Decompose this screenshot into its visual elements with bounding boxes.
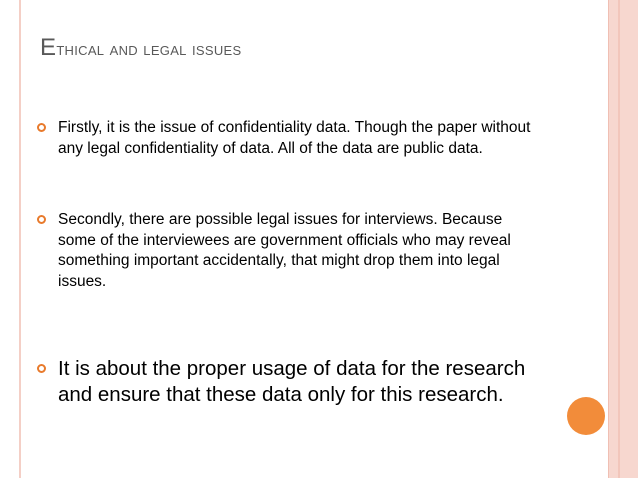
title-rest: thical and legal issues — [56, 39, 242, 59]
bullet-item — [37, 210, 538, 292]
right-decorative-bar — [608, 0, 638, 478]
left-decorative-line — [19, 0, 21, 478]
bullet-text: Firstly, it is the issue of confidentiality data. Though the paper without any legal confidentiality of data. All of the data are public data. — [58, 119, 531, 157]
bullet-text: Secondly, there are possible legal issues for interviews. Because some of the interviewees are government officials who may reveal something important accidentally, that might drop them into legal issues. — [58, 211, 511, 290]
right-decorative-line — [618, 0, 620, 478]
orange-circle-decoration — [567, 397, 605, 435]
bullet-circle-icon — [37, 215, 46, 224]
bullet-item — [37, 118, 538, 159]
slide-title — [40, 34, 242, 62]
bullet-item — [37, 356, 548, 408]
title-first-letter: E — [40, 34, 57, 61]
bullet-circle-icon — [37, 123, 46, 132]
bullet-text: It is about the proper usage of data for the research and ensure that these data only for this research. — [58, 357, 526, 406]
bullet-circle-icon — [37, 364, 46, 373]
